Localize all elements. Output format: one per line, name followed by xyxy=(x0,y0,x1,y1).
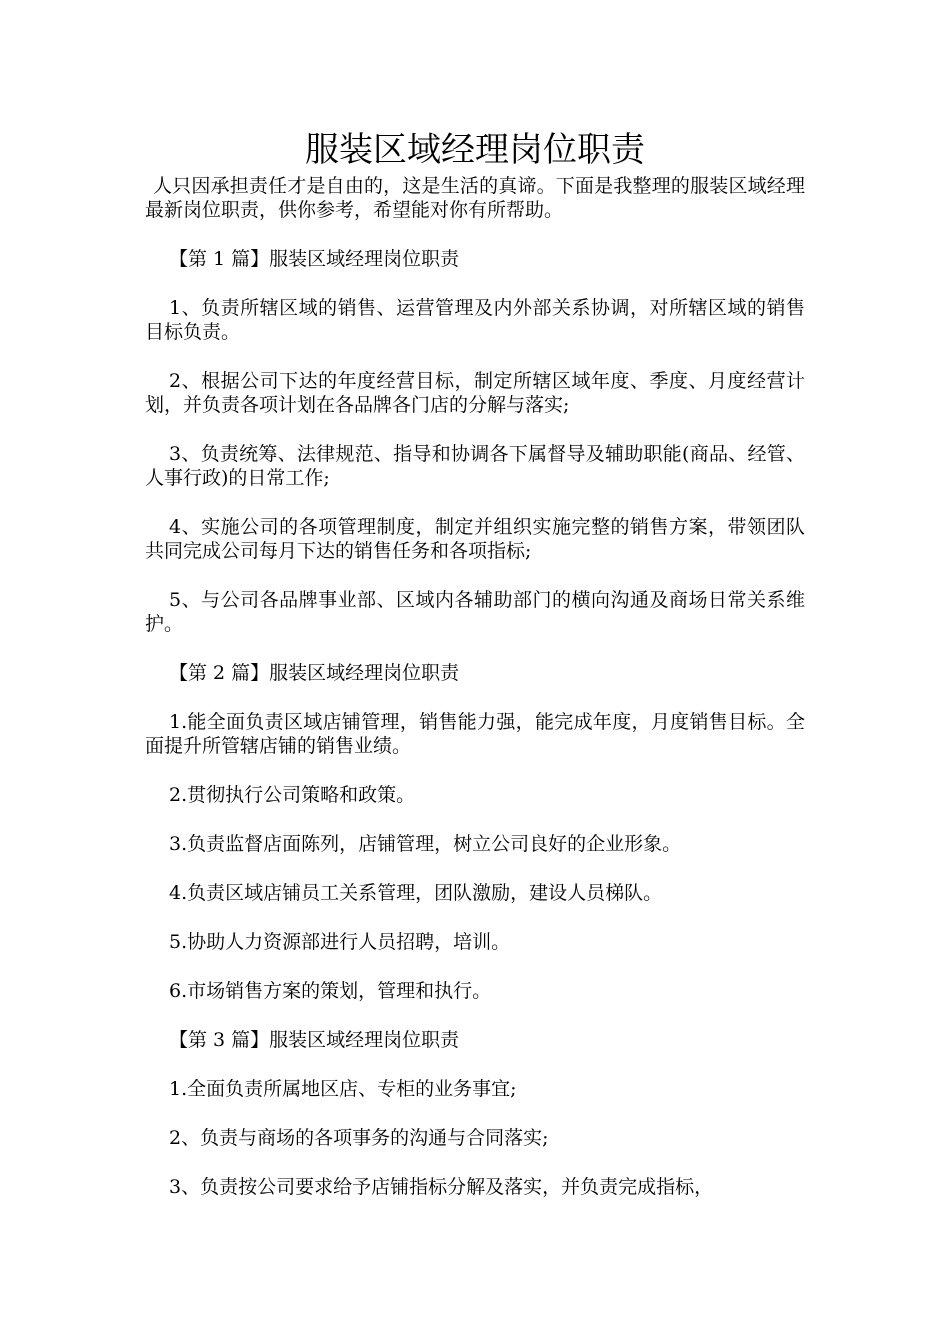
document-body xyxy=(145,128,805,1199)
section-2-heading: 【第 2 篇】服装区域经理岗位职责 xyxy=(169,662,460,684)
document-title: 服装区域经理岗位职责 xyxy=(305,130,645,170)
section-2-item: 3.负责监督店面陈列，店铺管理，树立公司良好的企业形象。 xyxy=(169,833,682,855)
section-2-item: 5.协助人力资源部进行人员招聘，培训。 xyxy=(169,931,511,953)
section-3-item: 3、负责按公司要求给予店铺指标分解及落实，并负责完成指标， xyxy=(169,1176,714,1198)
section-1-item: 5、与公司各品牌事业部、区域内各辅助部门的横向沟通及商场日常关系维护。 xyxy=(145,589,805,635)
section-1-item: 4、实施公司的各项管理制度，制定并组织实施完整的销售方案，带领团队共同完成公司每月下达的销售任务和各项指标; xyxy=(145,516,805,562)
section-3-heading: 【第 3 篇】服装区域经理岗位职责 xyxy=(169,1029,460,1051)
section-1-item: 1、负责所辖区域的销售、运营管理及内外部关系协调，对所辖区域的销售目标负责。 xyxy=(145,297,805,343)
section-1-item: 3、负责统筹、法律规范、指导和协调各下属督导及辅助职能(商品、经管、人事行政)的日常工作; xyxy=(145,443,805,489)
section-2-item: 6.市场销售方案的策划，管理和执行。 xyxy=(169,980,492,1002)
section-1-heading: 【第 1 篇】服装区域经理岗位职责 xyxy=(169,248,460,270)
section-2-item: 1.能全面负责区域店铺管理，销售能力强，能完成年度，月度销售目标。全面提升所管辖店铺的销售业绩。 xyxy=(145,711,805,757)
section-3-item: 2、负责与商场的各项事务的沟通与合同落实; xyxy=(169,1127,549,1149)
section-3-item: 1.全面负责所属地区店、专柜的业务事宜; xyxy=(169,1078,517,1100)
section-2-item: 4.负责区域店铺员工关系管理，团队激励，建设人员梯队。 xyxy=(169,882,663,904)
intro-paragraph: 人只因承担责任才是自由的，这是生活的真谛。下面是我整理的服装区域经理最新岗位职责，供你参考，希望能对你有所帮助。 xyxy=(145,175,805,221)
section-2-item: 2.贯彻执行公司策略和政策。 xyxy=(169,784,416,806)
section-1-item: 2、根据公司下达的年度经营目标，制定所辖区域年度、季度、月度经营计划，并负责各项计划在各品牌各门店的分解与落实; xyxy=(145,370,805,416)
